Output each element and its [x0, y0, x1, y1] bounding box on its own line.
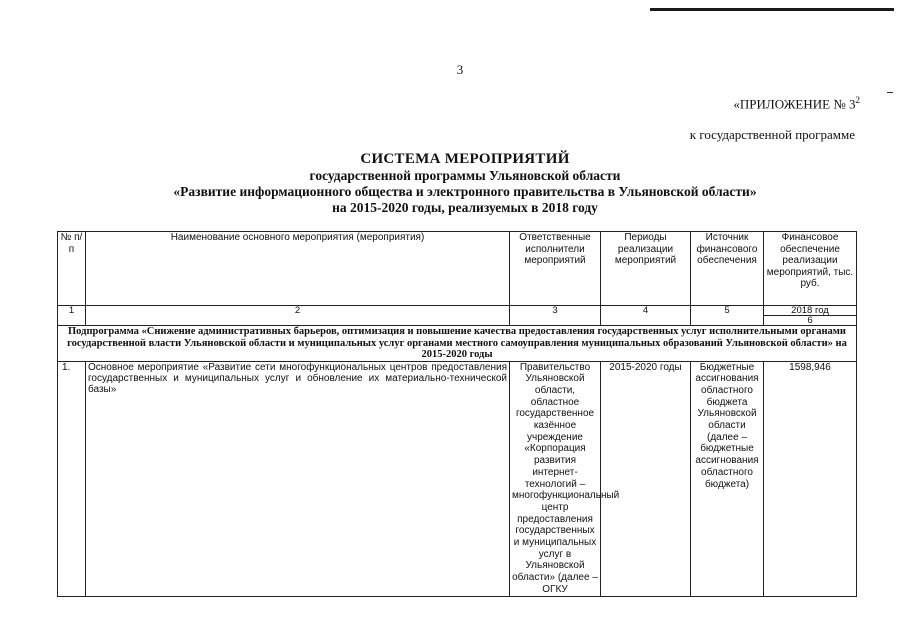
col-number-2: 2 — [86, 306, 510, 326]
year-label: 2018 год — [764, 306, 856, 316]
program-reference: к государственной программе — [689, 127, 855, 142]
row-period: 2015-2020 годы — [601, 361, 691, 596]
header-name: Наименование основного мероприятия (мероприятия) — [86, 232, 510, 306]
subprogram-row — [58, 326, 857, 362]
scan-artifact-dash — [887, 92, 893, 93]
page-number: 3 — [456, 62, 464, 77]
header-finance: Финансовое обеспечение реализации мероприятий, тыс. руб. — [764, 232, 857, 306]
document-title — [80, 150, 850, 216]
measures-table — [57, 231, 857, 597]
header-source: Источник финансового обеспечения — [691, 232, 764, 306]
title-line-1: СИСТЕМА МЕРОПРИЯТИЙ — [360, 151, 570, 167]
title-line-3: «Развитие информационного общества и электронного правительства в Ульяновской области» — [173, 184, 757, 199]
appendix-label — [640, 95, 860, 112]
col-number-1: 1 — [58, 306, 86, 326]
row-source: Бюджетные ассигнования областного бюджета Ульяновской области (далее – бюджетные ассигнования областного бюджета) — [691, 361, 764, 596]
scan-artifact-line — [650, 8, 894, 11]
subprogram-title: Подпрограмма «Снижение административных барьеров, оптимизация и повышение качества предоставления государственных услуг исполнительными органами государственной власти Ульяновской области и муниципальных услуг органами местного самоуправления муниципальных образований Ульяновской области» на 2015-2020 годы — [58, 326, 857, 362]
col-number-6: 6 — [807, 315, 813, 326]
header-responsible: Ответственные исполнители мероприятий — [510, 232, 601, 306]
column-number-row — [58, 306, 857, 326]
col-number-4: 4 — [601, 306, 691, 326]
row-measure-name: Основное мероприятие «Развитие сети многофункциональных центров предоставления государственных и муниципальных услуг и обновление их материально-технической базы» — [86, 361, 510, 596]
table-row — [58, 361, 857, 596]
col-number-6-cell — [764, 306, 857, 326]
table-header-row — [58, 232, 857, 306]
header-periods: Периоды реализации мероприятий — [601, 232, 691, 306]
col-number-5: 5 — [691, 306, 764, 326]
title-line-2: государственной программы Ульяновской области — [309, 168, 621, 183]
appendix-text: «ПРИЛОЖЕНИЕ № 3 — [733, 96, 856, 112]
row-number: 1. — [58, 361, 86, 596]
row-responsible: Правительство Ульяновской области, областное государственное казённое учреждение «Корпорация развития интернет-технологий – многофункциональный центр предоставления государственных и муниципальных услуг в Ульяновской области» (далее – ОГКУ — [510, 361, 601, 596]
title-line-4: на 2015-2020 годы, реализуемых в 2018 году — [332, 200, 598, 215]
footnote-mark: 2 — [855, 95, 860, 105]
col-number-3: 3 — [510, 306, 601, 326]
header-num: № п/п — [58, 232, 86, 306]
row-amount: 1598,946 — [764, 361, 857, 596]
